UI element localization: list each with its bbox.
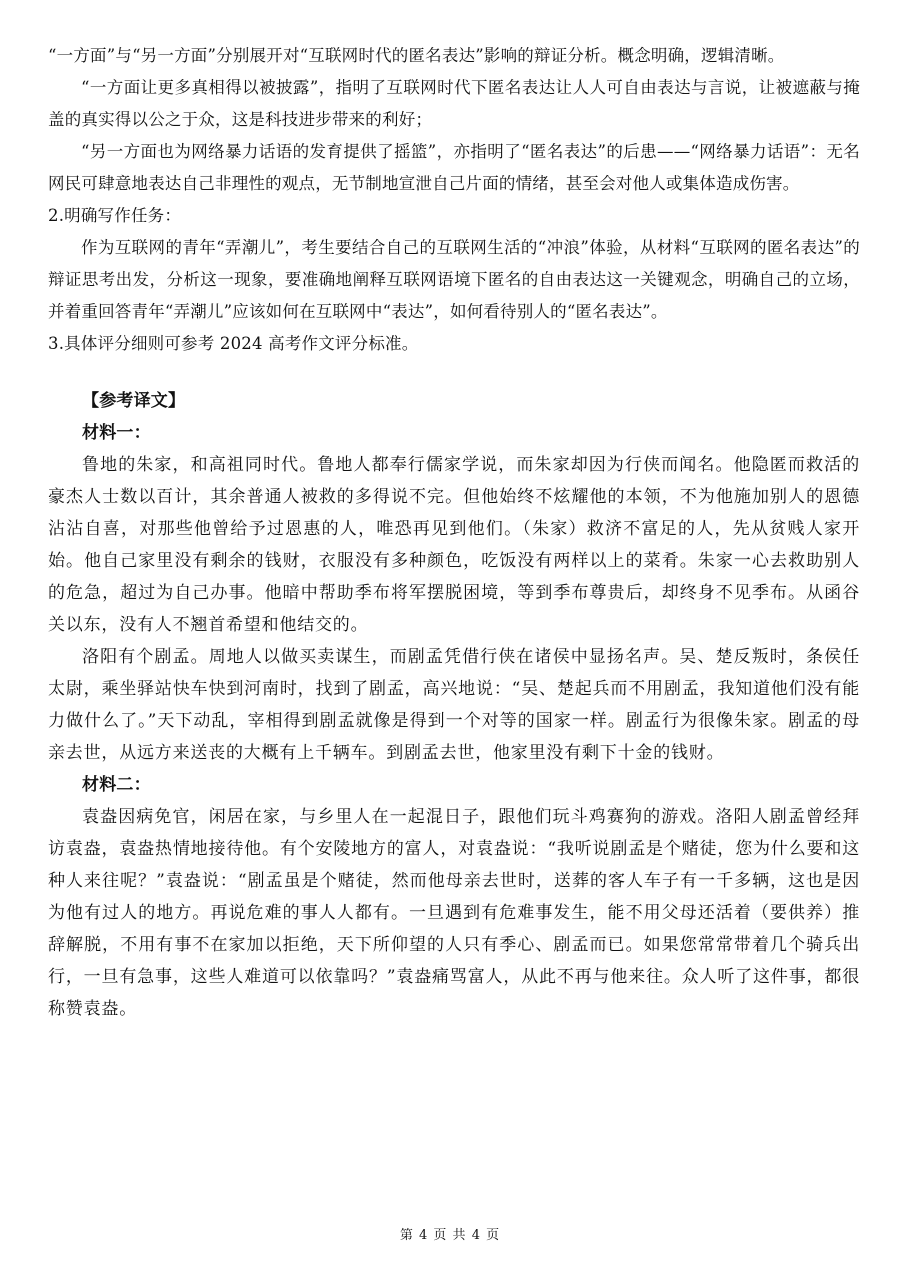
heading-writing-task: 2.明确写作任务： <box>48 206 182 225</box>
material-one-heading: 材料一： <box>82 423 151 443</box>
paragraph-scoring-rules: 3.具体评分细则可参考 2024 高考作文评分标准。 <box>48 334 419 353</box>
paragraph-dialectic-analysis: “一方面”与“另一方面”分别展开对“互联网时代的匿名表达”影响的辩证分析。概念明确，逻辑清晰。 <box>48 46 785 65</box>
translation-title: 【参考译文】 <box>82 391 186 411</box>
material-two-heading: 材料二： <box>82 775 151 795</box>
material-one-paragraph-jumeng: 洛阳有个剧孟。周地人以做买卖谋生，而剧孟凭借行侠在诸侯中显扬名声。吴、楚反叛时，条侯任太尉，乘坐驿站快车快到河南时，找到了剧孟，高兴地说：“吴、楚起兵而不用剧孟，我知道他们没有能力做什么了。”天下动乱，宰相得到剧孟就像是得到一个对等的国家一样。剧孟行为很像朱家。剧孟的母亲去世，从远方来送丧的大概有上千辆车。到剧孟去世，他家里没有剩下十金的钱财。 <box>48 647 860 763</box>
reference-translation-section <box>48 385 860 1025</box>
material-one-paragraph-zhujia: 鲁地的朱家，和高祖同时代。鲁地人都奉行儒家学说，而朱家却因为行侠而闻名。他隐匿而救活的豪杰人士数以百计，其余普通人被救的多得说不完。但他始终不炫耀他的本领，不为他施加别人的恩德沾沾自喜，对那些他曾给予过恩惠的人，唯恐再见到他们。（朱家）救济不富足的人，先从贫贱人家开始。他自己家里没有剩余的钱财，衣服没有多种颜色，吃饭没有两样以上的菜肴。朱家一心去救助别人的危急，超过为自己办事。他暗中帮助季布将军摆脱困境，等到季布尊贵后，却终身不见季布。从函谷关以东，没有人不翘首希望和他结交的。 <box>48 455 860 635</box>
page-number-footer: 第 4 页 共 4 页 <box>399 1228 501 1243</box>
material-two-paragraph-yuanang: 袁盎因病免官，闲居在家，与乡里人在一起混日子，跟他们玩斗鸡赛狗的游戏。洛阳人剧孟曾经拜访袁盎，袁盎热情地接待他。有个安陵地方的富人，对袁盎说：“我听说剧孟是个赌徒，您为什么要和这种人来往呢？”袁盎说：“剧孟虽是个赌徒，然而他母亲去世时，送葬的客人车子有一千多辆，这也是因为他有过人的地方。再说危难的事人人都有。一旦遇到有危难事发生，能不用父母还活着（要供养）推辞解脱，不用有事不在家加以拒绝，天下所仰望的人只有季心、剧孟而已。如果您常常带着几个骑兵出行，一旦有急事，这些人难道可以依靠吗？”袁盎痛骂富人，从此不再与他来往。众人听了这件事，都很称赞袁盎。 <box>48 807 860 1019</box>
paragraph-other-hand: “另一方面也为网络暴力话语的发育提供了摇篮”，亦指明了“匿名表达”的后患——“网络暴力话语”：无名网民可肆意地表达自己非理性的观点，无节制地宣泄自己片面的情绪，甚至会对他人或集体造成伤害。 <box>48 142 860 193</box>
paragraph-writing-task: 作为互联网的青年“弄潮儿”，考生要结合自己的互联网生活的“冲浪”体验，从材料“互联网的匿名表达”的辩证思考出发，分析这一现象，要准确地阐释互联网语境下匿名的自由表达这一关键观念，明确自己的立场，并着重回答青年“弄潮儿”应该如何在互联网中“表达”，如何看待别人的“匿名表达”。 <box>48 238 860 321</box>
paragraph-one-hand: “一方面让更多真相得以被披露”，指明了互联网时代下匿名表达让人人可自由表达与言说，让被遮蔽与掩盖的真实得以公之于众，这是科技进步带来的利好； <box>48 78 860 129</box>
grading-notes-section <box>48 40 860 360</box>
